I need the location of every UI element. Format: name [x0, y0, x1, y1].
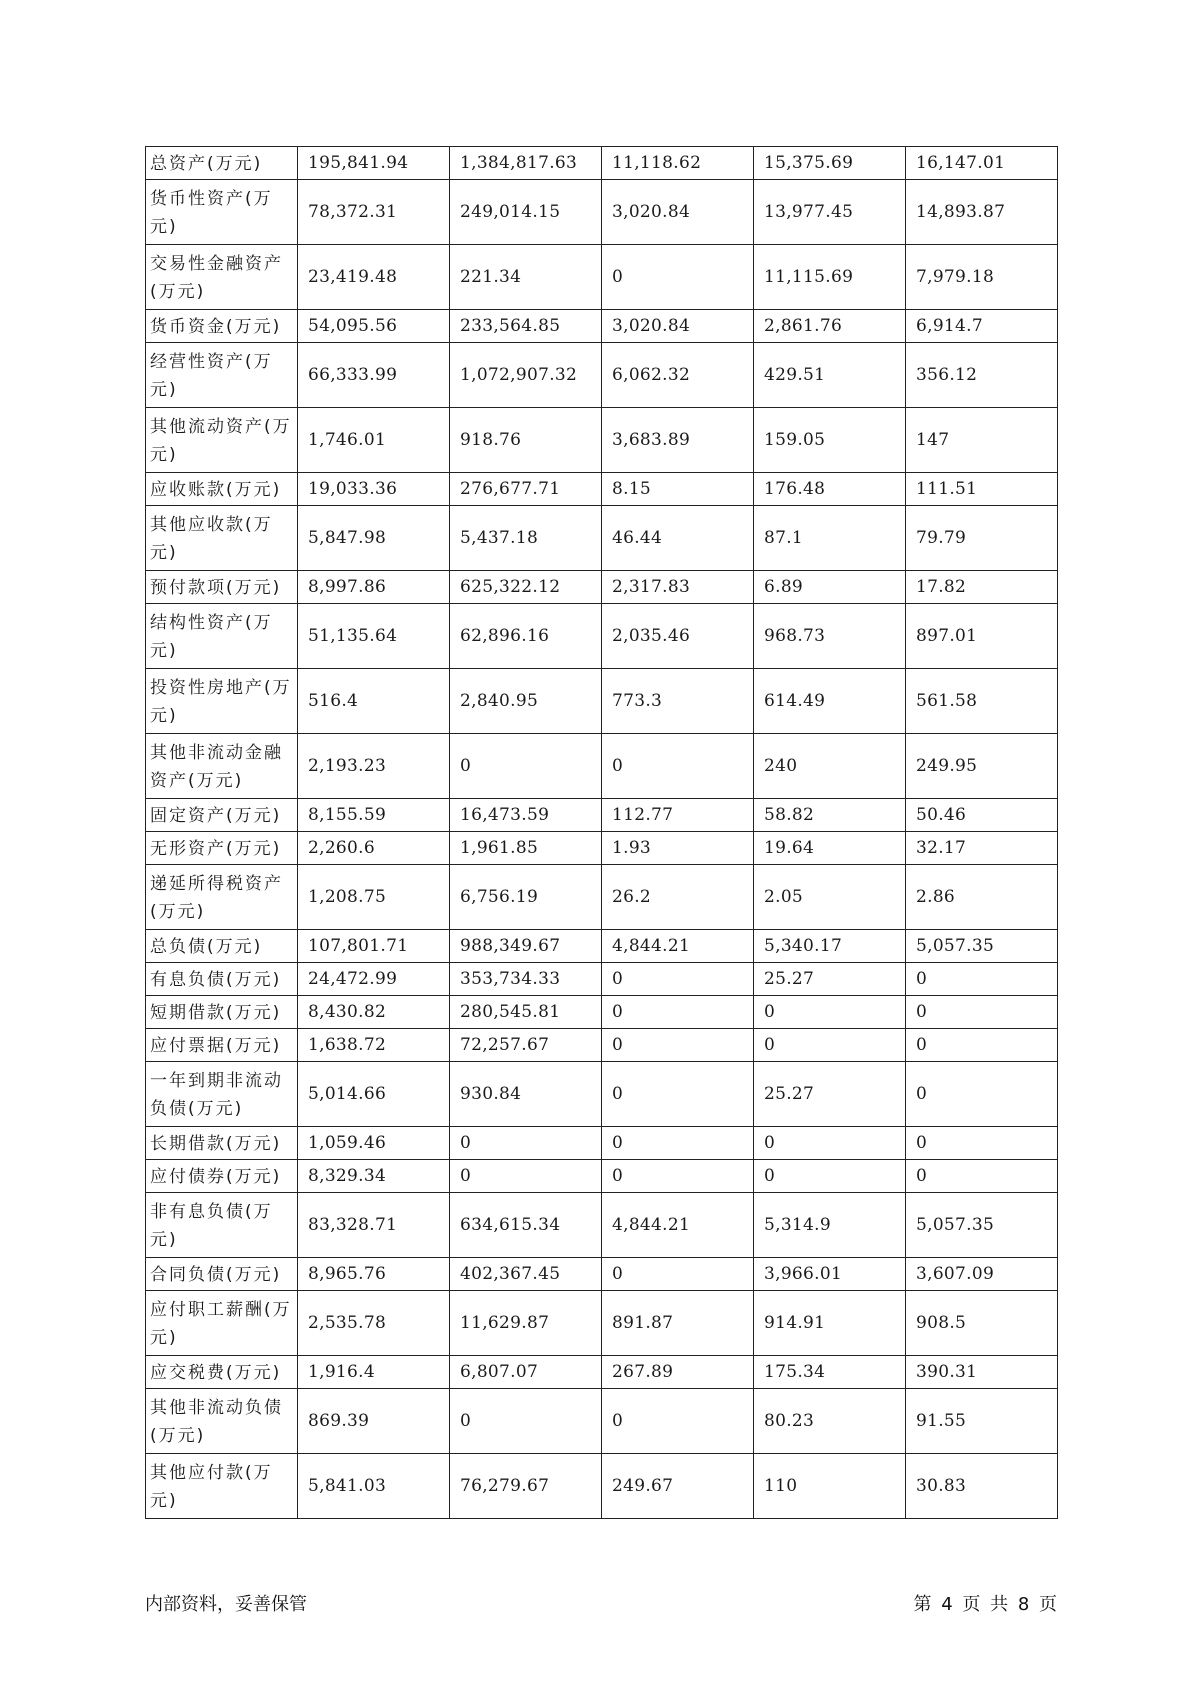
- table-cell: 0: [602, 996, 754, 1029]
- table-cell: 4,844.21: [602, 1193, 754, 1258]
- table-cell: 6,756.19: [450, 865, 602, 930]
- table-cell: 8.15: [602, 473, 754, 506]
- table-cell: 26.2: [602, 865, 754, 930]
- table-cell: 0: [754, 1127, 906, 1160]
- table-row: [146, 1258, 1058, 1291]
- table-cell: 988,349.67: [450, 930, 602, 963]
- financial-table: [145, 146, 1058, 1519]
- table-cell: 516.4: [298, 669, 450, 734]
- table-row: [146, 473, 1058, 506]
- table-row: [146, 734, 1058, 799]
- row-label: 总资产(万元): [146, 147, 298, 180]
- row-label: 投资性房地产(万元): [146, 669, 298, 734]
- row-label: 有息负债(万元): [146, 963, 298, 996]
- table-cell: 1,072,907.32: [450, 343, 602, 408]
- table-cell: 5,847.98: [298, 506, 450, 571]
- table-cell: 625,322.12: [450, 571, 602, 604]
- table-cell: 0: [906, 1062, 1058, 1127]
- table-cell: 0: [754, 996, 906, 1029]
- table-cell: 0: [602, 1127, 754, 1160]
- table-cell: 11,115.69: [754, 245, 906, 310]
- row-label: 其他流动资产(万元): [146, 408, 298, 473]
- row-label: 交易性金融资产(万元): [146, 245, 298, 310]
- table-cell: 3,020.84: [602, 180, 754, 245]
- table-cell: 2.05: [754, 865, 906, 930]
- table-cell: 176.48: [754, 473, 906, 506]
- table-cell: 429.51: [754, 343, 906, 408]
- table-cell: 5,340.17: [754, 930, 906, 963]
- table-cell: 2,193.23: [298, 734, 450, 799]
- table-cell: 66,333.99: [298, 343, 450, 408]
- table-row: [146, 343, 1058, 408]
- table-cell: 634,615.34: [450, 1193, 602, 1258]
- table-cell: 78,372.31: [298, 180, 450, 245]
- table-cell: 0: [754, 1160, 906, 1193]
- table-cell: 5,841.03: [298, 1454, 450, 1519]
- table-cell: 16,473.59: [450, 799, 602, 832]
- table-row: [146, 1127, 1058, 1160]
- table-cell: 249.67: [602, 1454, 754, 1519]
- table-cell: 110: [754, 1454, 906, 1519]
- footer-confidential-note: 内部资料，妥善保管: [145, 1594, 307, 1615]
- table-cell: 5,057.35: [906, 1193, 1058, 1258]
- table-cell: 0: [450, 1127, 602, 1160]
- table-row: [146, 1356, 1058, 1389]
- table-cell: 8,430.82: [298, 996, 450, 1029]
- table-cell: 0: [906, 963, 1058, 996]
- row-label: 无形资产(万元): [146, 832, 298, 865]
- table-cell: 5,057.35: [906, 930, 1058, 963]
- table-row: [146, 1291, 1058, 1356]
- table-cell: 72,257.67: [450, 1029, 602, 1062]
- table-cell: 46.44: [602, 506, 754, 571]
- table-cell: 773.3: [602, 669, 754, 734]
- row-label: 一年到期非流动负债(万元): [146, 1062, 298, 1127]
- table-cell: 7,979.18: [906, 245, 1058, 310]
- table-cell: 62,896.16: [450, 604, 602, 669]
- row-label: 结构性资产(万元): [146, 604, 298, 669]
- table-row: [146, 1062, 1058, 1127]
- row-label: 其他非流动负债(万元): [146, 1389, 298, 1454]
- table-row: [146, 245, 1058, 310]
- table-cell: 24,472.99: [298, 963, 450, 996]
- table-cell: 13,977.45: [754, 180, 906, 245]
- table-row: [146, 1029, 1058, 1062]
- table-cell: 58.82: [754, 799, 906, 832]
- table-cell: 6,807.07: [450, 1356, 602, 1389]
- table-cell: 83,328.71: [298, 1193, 450, 1258]
- table-cell: 1,059.46: [298, 1127, 450, 1160]
- table-cell: 240: [754, 734, 906, 799]
- table-row: [146, 1160, 1058, 1193]
- table-cell: 869.39: [298, 1389, 450, 1454]
- table-row: [146, 147, 1058, 180]
- table-cell: 2,861.76: [754, 310, 906, 343]
- row-label: 应交税费(万元): [146, 1356, 298, 1389]
- table-row: [146, 180, 1058, 245]
- table-row: [146, 669, 1058, 734]
- table-cell: 87.1: [754, 506, 906, 571]
- table-cell: 2,840.95: [450, 669, 602, 734]
- table-cell: 0: [754, 1029, 906, 1062]
- table-cell: 159.05: [754, 408, 906, 473]
- table-cell: 50.46: [906, 799, 1058, 832]
- table-row: [146, 996, 1058, 1029]
- table-cell: 1,961.85: [450, 832, 602, 865]
- table-cell: 25.27: [754, 963, 906, 996]
- table-cell: 195,841.94: [298, 147, 450, 180]
- row-label: 经营性资产(万元): [146, 343, 298, 408]
- table-cell: 2,535.78: [298, 1291, 450, 1356]
- table-cell: 267.89: [602, 1356, 754, 1389]
- table-cell: 8,965.76: [298, 1258, 450, 1291]
- table-row: [146, 506, 1058, 571]
- table-row: [146, 930, 1058, 963]
- row-label: 短期借款(万元): [146, 996, 298, 1029]
- row-label: 总负债(万元): [146, 930, 298, 963]
- table-cell: 17.82: [906, 571, 1058, 604]
- table-cell: 6,062.32: [602, 343, 754, 408]
- row-label: 递延所得税资产(万元): [146, 865, 298, 930]
- table-cell: 8,329.34: [298, 1160, 450, 1193]
- table-cell: 390.31: [906, 1356, 1058, 1389]
- table-cell: 2,260.6: [298, 832, 450, 865]
- table-cell: 276,677.71: [450, 473, 602, 506]
- table-cell: 5,014.66: [298, 1062, 450, 1127]
- table-cell: 107,801.71: [298, 930, 450, 963]
- table-cell: 19.64: [754, 832, 906, 865]
- table-cell: 356.12: [906, 343, 1058, 408]
- row-label: 其他非流动金融资产(万元): [146, 734, 298, 799]
- table-cell: 76,279.67: [450, 1454, 602, 1519]
- row-label: 应收账款(万元): [146, 473, 298, 506]
- table-cell: 0: [450, 1160, 602, 1193]
- table-row: [146, 571, 1058, 604]
- table-cell: 6.89: [754, 571, 906, 604]
- table-cell: 1,916.4: [298, 1356, 450, 1389]
- table-cell: 914.91: [754, 1291, 906, 1356]
- table-row: [146, 832, 1058, 865]
- table-cell: 2.86: [906, 865, 1058, 930]
- table-cell: 175.34: [754, 1356, 906, 1389]
- row-label: 应付票据(万元): [146, 1029, 298, 1062]
- footer-page-number: 第 4 页 共 8 页: [913, 1594, 1057, 1615]
- table-cell: 2,317.83: [602, 571, 754, 604]
- table-cell: 249,014.15: [450, 180, 602, 245]
- table-cell: 908.5: [906, 1291, 1058, 1356]
- table-cell: 79.79: [906, 506, 1058, 571]
- table-cell: 25.27: [754, 1062, 906, 1127]
- table-cell: 3,020.84: [602, 310, 754, 343]
- row-label: 其他应付款(万元): [146, 1454, 298, 1519]
- table-row: [146, 1193, 1058, 1258]
- row-label: 货币资金(万元): [146, 310, 298, 343]
- table-cell: 1,208.75: [298, 865, 450, 930]
- table-cell: 561.58: [906, 669, 1058, 734]
- table-cell: 0: [450, 734, 602, 799]
- row-label: 非有息负债(万元): [146, 1193, 298, 1258]
- table-cell: 0: [906, 1127, 1058, 1160]
- table-cell: 891.87: [602, 1291, 754, 1356]
- table-cell: 1.93: [602, 832, 754, 865]
- table-cell: 1,746.01: [298, 408, 450, 473]
- table-cell: 280,545.81: [450, 996, 602, 1029]
- table-cell: 221.34: [450, 245, 602, 310]
- table-row: [146, 310, 1058, 343]
- table-cell: 0: [602, 734, 754, 799]
- table-cell: 5,314.9: [754, 1193, 906, 1258]
- table-cell: 0: [602, 1389, 754, 1454]
- table-cell: 8,155.59: [298, 799, 450, 832]
- table-cell: 6,914.7: [906, 310, 1058, 343]
- table-row: [146, 799, 1058, 832]
- table-cell: 0: [602, 1160, 754, 1193]
- table-cell: 0: [906, 1160, 1058, 1193]
- table-cell: 51,135.64: [298, 604, 450, 669]
- table-cell: 54,095.56: [298, 310, 450, 343]
- table-cell: 249.95: [906, 734, 1058, 799]
- table-cell: 353,734.33: [450, 963, 602, 996]
- table-cell: 0: [602, 1029, 754, 1062]
- row-label: 固定资产(万元): [146, 799, 298, 832]
- table-cell: 2,035.46: [602, 604, 754, 669]
- row-label: 长期借款(万元): [146, 1127, 298, 1160]
- table-row: [146, 408, 1058, 473]
- table-cell: 0: [450, 1389, 602, 1454]
- table-cell: 14,893.87: [906, 180, 1058, 245]
- table-cell: 32.17: [906, 832, 1058, 865]
- table-row: [146, 604, 1058, 669]
- table-cell: 23,419.48: [298, 245, 450, 310]
- table-cell: 614.49: [754, 669, 906, 734]
- table-cell: 16,147.01: [906, 147, 1058, 180]
- table-cell: 968.73: [754, 604, 906, 669]
- table-cell: 3,683.89: [602, 408, 754, 473]
- table-cell: 0: [602, 1258, 754, 1291]
- table-cell: 3,966.01: [754, 1258, 906, 1291]
- table-cell: 0: [602, 963, 754, 996]
- table-row: [146, 1454, 1058, 1519]
- table-cell: 19,033.36: [298, 473, 450, 506]
- table-cell: 3,607.09: [906, 1258, 1058, 1291]
- table-row: [146, 865, 1058, 930]
- table-cell: 0: [602, 1062, 754, 1127]
- table-cell: 897.01: [906, 604, 1058, 669]
- table-cell: 0: [906, 996, 1058, 1029]
- table-cell: 111.51: [906, 473, 1058, 506]
- table-cell: 0: [602, 245, 754, 310]
- table-cell: 80.23: [754, 1389, 906, 1454]
- row-label: 应付职工薪酬(万元): [146, 1291, 298, 1356]
- table-cell: 8,997.86: [298, 571, 450, 604]
- table-cell: 402,367.45: [450, 1258, 602, 1291]
- table-cell: 930.84: [450, 1062, 602, 1127]
- row-label: 其他应收款(万元): [146, 506, 298, 571]
- table-cell: 1,638.72: [298, 1029, 450, 1062]
- table-cell: 15,375.69: [754, 147, 906, 180]
- table-cell: 112.77: [602, 799, 754, 832]
- table-cell: 11,629.87: [450, 1291, 602, 1356]
- table-row: [146, 963, 1058, 996]
- table-cell: 918.76: [450, 408, 602, 473]
- table-cell: 11,118.62: [602, 147, 754, 180]
- row-label: 预付款项(万元): [146, 571, 298, 604]
- table-cell: 30.83: [906, 1454, 1058, 1519]
- table-cell: 1,384,817.63: [450, 147, 602, 180]
- table-cell: 5,437.18: [450, 506, 602, 571]
- table-cell: 147: [906, 408, 1058, 473]
- table-cell: 0: [906, 1029, 1058, 1062]
- row-label: 货币性资产(万元): [146, 180, 298, 245]
- table-cell: 233,564.85: [450, 310, 602, 343]
- row-label: 应付债券(万元): [146, 1160, 298, 1193]
- table-row: [146, 1389, 1058, 1454]
- table-cell: 91.55: [906, 1389, 1058, 1454]
- table-cell: 4,844.21: [602, 930, 754, 963]
- row-label: 合同负债(万元): [146, 1258, 298, 1291]
